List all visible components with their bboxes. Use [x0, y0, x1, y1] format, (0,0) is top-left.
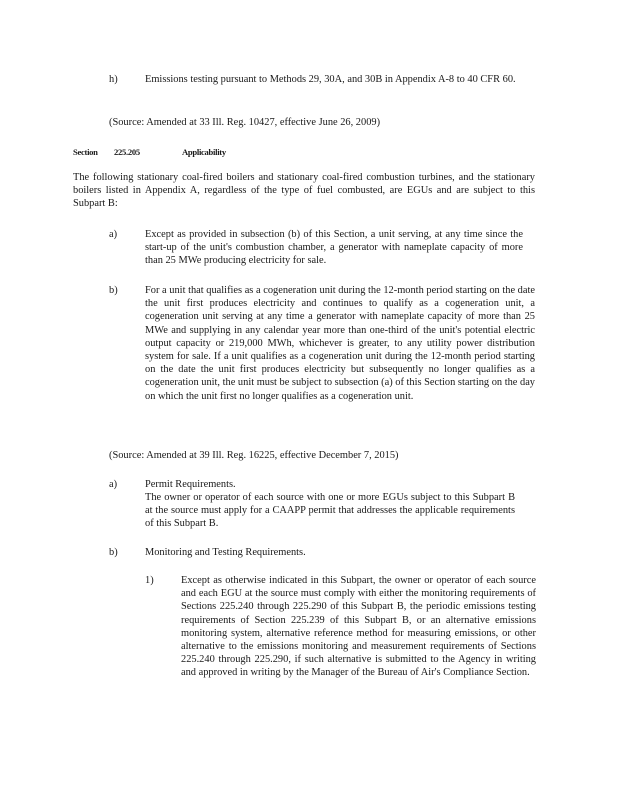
subitem-text: Except as otherwise indicated in this Subpart, the owner or operator of each source and each EGU at the source must comply with either the monitoring requirements of Sections 225.240 through 225.290 of this Subpart B, the periodic emissions testing requirements of Section 225.239 of this Subpart B, or an alternative emissions monitoring system, alternative reference method for measuring emissions, or other alternative to the emissions monitoring and measurement requirements of Sections 225.240 through 225.290, if such alternative is submitted to the Agency in writing and approved in writing by the Manager of the Bureau of Air's Compliance Section. [181, 575, 536, 679]
item-heading: Permit Requirements. [145, 479, 236, 490]
section-word: Section [73, 147, 98, 157]
item-label: a) [109, 479, 118, 490]
item-label: h) [109, 74, 118, 85]
item-text: Except as provided in subsection (b) of this Section, a unit serving, at any time since the start-up of the unit's combustion chamber, a generator with nameplate capacity of more than 25 MWe producing electricity for sale. [145, 229, 523, 267]
item-label: b) [109, 285, 118, 296]
intro-paragraph: The following stationary coal-fired boilers and stationary coal-fired combustion turbines, and the stationary boilers listed in Appendix A, regardless of the type of fuel combusted, are EGUs and are subject to this Subpart B: [73, 172, 535, 210]
item-text: Emissions testing pursuant to Methods 29, 30A, and 30B in Appendix A-8 to 40 CFR 60. [145, 74, 516, 85]
source-note: (Source: Amended at 39 Ill. Reg. 16225, effective December 7, 2015) [109, 450, 399, 461]
section-number: 225.205 [114, 147, 140, 157]
item-label: a) [109, 229, 118, 240]
section-title: Applicability [182, 147, 226, 157]
subitem-label: 1) [145, 575, 154, 586]
item-text: For a unit that qualifies as a cogeneration unit during the 12-month period starting on the date the unit first produces electricity and continues to qualify as a cogeneration unit, a cogeneration unit serving at any time a generator with nameplate capacity of more than 25 MWe and supplying in any calendar year more than one-third of the unit's potential electric output capacity or 219,000 MWh, whichever is greater, to any utility power distribution system for sale. If a unit qualifies as a cogeneration unit during the 12-month period starting on the date the unit first produces electricity but subsequently no longer qualifies as a cogeneration unit, the unit must be subject to subsection (a) of this Section starting on the day on which the unit first no longer qualifies as a cogeneration unit. [145, 285, 535, 402]
item-text: The owner or operator of each source with one or more EGUs subject to this Subpart B at the source must apply for a CAAPP permit that addresses the applicable requirements of this Subpart B. [145, 492, 515, 530]
source-note: (Source: Amended at 33 Ill. Reg. 10427, effective June 26, 2009) [109, 117, 381, 128]
item-heading: Monitoring and Testing Requirements. [145, 547, 306, 558]
item-label: b) [109, 547, 118, 558]
